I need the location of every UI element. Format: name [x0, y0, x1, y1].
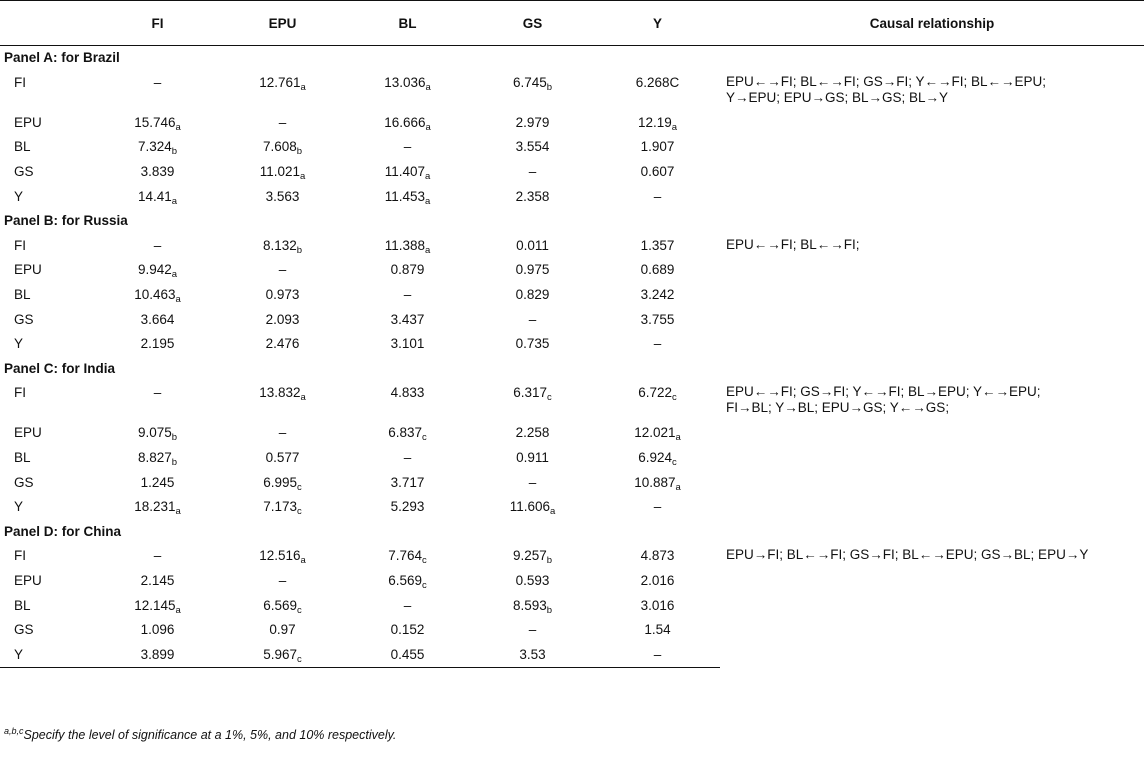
cell-value: 12.021: [634, 425, 676, 441]
cell-value: 14.41: [137, 188, 172, 204]
row-label: FI: [14, 548, 26, 564]
cell-value: 16.666: [384, 114, 426, 130]
cell-value: 2.979: [515, 114, 550, 130]
panel-header-row: [0, 357, 1144, 382]
significance-mark: c: [297, 481, 302, 493]
cell-value: 9.257: [512, 548, 547, 564]
cell-value: –: [528, 311, 537, 327]
value-cell: [220, 593, 345, 618]
cell-value: 0.911: [516, 450, 549, 466]
table-header: [0, 1, 1144, 46]
cell-value: 2.145: [140, 572, 175, 588]
value-cell: [595, 283, 720, 308]
header-cell-4: GS: [470, 1, 595, 46]
value-cell: [595, 618, 720, 643]
cell-value: 3.437: [390, 311, 425, 327]
cell-value: –: [528, 622, 537, 638]
causal-line: Y→EPU; EPU→GS; BL→GS; BL→Y: [726, 89, 949, 105]
significance-mark: a: [425, 121, 431, 133]
cell-value: 0.975: [515, 262, 550, 278]
significance-mark: a: [671, 121, 678, 133]
cell-value: –: [528, 164, 537, 180]
cell-value: 11.388: [384, 237, 425, 253]
table-body: [0, 46, 1144, 668]
value-cell: [220, 283, 345, 308]
cell-value: 8.827: [137, 450, 172, 466]
cell-value: 4.833: [390, 385, 425, 401]
significance-mark: b: [296, 244, 303, 256]
cell-value: 0.607: [640, 164, 675, 180]
value-cell: [220, 495, 345, 520]
cell-value: 0.829: [515, 287, 550, 303]
row-label: BL: [14, 597, 31, 613]
significance-mark: a: [300, 555, 306, 567]
causal-line: EPU←→FI; GS→FI; Y←→FI; BL→EPU; Y←→EPU;: [726, 384, 1041, 400]
value-cell: [345, 71, 470, 111]
cell-value: 13.832: [259, 385, 301, 401]
value-cell: [345, 135, 470, 160]
cell-value: 8.132: [262, 237, 297, 253]
cell-value: 3.899: [140, 646, 175, 662]
panel-title: Panel C: for India: [4, 360, 116, 376]
cell-value: 6.569: [388, 572, 423, 588]
row-label: EPU: [14, 572, 42, 588]
value-cell: [595, 258, 720, 283]
cell-value: 1.096: [140, 622, 175, 638]
value-cell: [95, 381, 220, 421]
value-cell: [220, 569, 345, 594]
row-label: BL: [14, 287, 31, 303]
row-label: EPU: [14, 114, 42, 130]
value-cell: [470, 332, 595, 357]
value-cell: [595, 111, 720, 136]
value-cell: [470, 71, 595, 111]
header-cell-1: FI: [95, 1, 220, 46]
value-cell: [95, 593, 220, 618]
value-cell: [595, 569, 720, 594]
header-cell-0: [0, 1, 95, 46]
significance-mark: a: [171, 195, 178, 207]
value-cell: [595, 446, 720, 471]
row-label: EPU: [14, 425, 42, 441]
significance-mark: a: [175, 294, 181, 306]
footnote-marks: a,b,c: [4, 726, 24, 736]
value-cell: [470, 381, 595, 421]
causal-relationship: [720, 234, 1144, 357]
significance-mark: a: [300, 392, 306, 404]
cell-value: 0.455: [390, 646, 425, 662]
value-cell: [595, 495, 720, 520]
value-cell: [470, 160, 595, 185]
causal-line: EPU→FI; BL←→FI; GS→FI; BL←→EPU; GS→BL; EPU→Y: [726, 547, 1089, 563]
header-cell-6: Causal relationship: [720, 1, 1144, 46]
cell-value: 10.887: [634, 474, 676, 490]
value-cell: [220, 332, 345, 357]
significance-mark: b: [546, 604, 553, 616]
table-row: [0, 381, 1144, 421]
value-cell: [345, 495, 470, 520]
value-cell: [595, 381, 720, 421]
value-cell: [95, 544, 220, 569]
row-label: Y: [14, 336, 24, 352]
cell-value: 3.755: [640, 311, 675, 327]
cell-value: –: [403, 287, 412, 303]
cell-value: –: [278, 262, 287, 278]
cell-value: 12.145: [134, 597, 176, 613]
cell-value: 6.317: [513, 385, 548, 401]
value-cell: [220, 544, 345, 569]
table-row: [0, 544, 1144, 569]
value-cell: [595, 135, 720, 160]
cell-value: 6.745: [512, 74, 547, 90]
significance-mark: a: [425, 81, 431, 93]
cell-value: 10.463: [134, 287, 176, 303]
value-cell: [95, 642, 220, 667]
row-label: GS: [14, 311, 34, 327]
value-cell: [95, 71, 220, 111]
cell-value: 6.569: [263, 597, 298, 613]
value-cell: [95, 135, 220, 160]
header-cell-3: BL: [345, 1, 470, 46]
value-cell: [220, 234, 345, 259]
cell-value: 12.19: [637, 114, 672, 130]
cell-value: 1.357: [640, 237, 675, 253]
header-cell-2: EPU: [220, 1, 345, 46]
panel-header-row: [0, 46, 1144, 71]
significance-mark: a: [300, 81, 306, 93]
cell-value: 3.016: [640, 597, 675, 613]
value-cell: [595, 332, 720, 357]
significance-mark: b: [546, 555, 553, 567]
row-label: GS: [14, 164, 34, 180]
cell-value: 7.324: [137, 139, 172, 155]
value-cell: [595, 421, 720, 446]
table-row: [0, 71, 1144, 111]
footnote: [4, 726, 396, 742]
cell-value: 1.54: [644, 622, 671, 638]
significance-mark: c: [297, 506, 302, 518]
header-cell-5: Y: [595, 1, 720, 46]
cell-value: 1.907: [640, 139, 675, 155]
cell-value: 0.011: [516, 237, 549, 253]
cell-value: –: [153, 74, 162, 90]
value-cell: [595, 234, 720, 259]
significance-mark: c: [422, 579, 427, 591]
value-cell: [95, 470, 220, 495]
cell-value: 18.231: [134, 499, 176, 515]
value-cell: [95, 234, 220, 259]
cell-value: 2.476: [265, 336, 300, 352]
cell-value: 0.577: [265, 450, 300, 466]
cell-value: 6.924: [638, 450, 673, 466]
value-cell: [345, 642, 470, 667]
value-cell: [220, 258, 345, 283]
value-cell: [95, 495, 220, 520]
value-cell: [220, 135, 345, 160]
value-cell: [220, 421, 345, 446]
significance-mark: c: [672, 457, 677, 469]
cell-value: 7.608: [262, 139, 297, 155]
value-cell: [95, 184, 220, 209]
value-cell: [95, 569, 220, 594]
value-cell: [220, 470, 345, 495]
cell-value: 0.689: [640, 262, 675, 278]
cell-value: –: [278, 572, 287, 588]
cell-value: –: [528, 474, 537, 490]
value-cell: [345, 258, 470, 283]
cell-value: 3.242: [640, 287, 675, 303]
cell-value: –: [653, 336, 662, 352]
cell-value: –: [403, 139, 412, 155]
value-cell: [95, 160, 220, 185]
cell-value: 3.563: [265, 188, 300, 204]
cell-value: 8.593: [512, 597, 547, 613]
table-row: [0, 234, 1144, 259]
cell-value: 0.97: [269, 622, 296, 638]
significance-mark: b: [171, 432, 178, 444]
value-cell: [220, 160, 345, 185]
value-cell: [470, 618, 595, 643]
significance-mark: a: [425, 244, 431, 256]
cell-value: 2.358: [515, 188, 550, 204]
row-label: GS: [14, 622, 34, 638]
value-cell: [345, 470, 470, 495]
row-label: Y: [0, 642, 95, 667]
cell-value: 6.837: [388, 425, 423, 441]
cell-value: 4.873: [640, 548, 675, 564]
row-label: GS: [14, 474, 34, 490]
cell-value: –: [278, 114, 287, 130]
cell-value: 15.746: [134, 114, 176, 130]
causal-line: FI→BL; Y→BL; EPU→GS; Y←→GS;: [726, 400, 950, 416]
cell-value: –: [153, 237, 162, 253]
cell-value: 7.764: [388, 548, 423, 564]
row-label: FI: [14, 385, 26, 401]
cell-value: 11.606: [509, 499, 550, 515]
value-cell: [595, 544, 720, 569]
panel-header-row: [0, 209, 1144, 234]
value-cell: [345, 569, 470, 594]
value-cell: [95, 283, 220, 308]
significance-mark: a: [675, 481, 681, 493]
value-cell: [470, 234, 595, 259]
significance-mark: a: [175, 506, 181, 518]
significance-mark: b: [171, 457, 178, 469]
value-cell: [470, 283, 595, 308]
value-cell: [95, 421, 220, 446]
cell-value: 3.554: [515, 139, 550, 155]
value-cell: [345, 184, 470, 209]
cell-value: 2.016: [640, 572, 675, 588]
significance-mark: a: [175, 604, 181, 616]
cell-value: 3.717: [390, 474, 425, 490]
significance-mark: b: [546, 81, 553, 93]
significance-mark: b: [296, 146, 303, 158]
significance-mark: a: [425, 171, 431, 183]
cell-value: 12.761: [259, 74, 301, 90]
value-cell: [345, 421, 470, 446]
causal-line: EPU←→FI; BL←→FI; GS→FI; Y←→FI; BL←→EPU;: [726, 73, 1047, 89]
value-cell: [470, 446, 595, 471]
cell-value: 2.258: [515, 425, 550, 441]
cell-value: 11.407: [384, 164, 425, 180]
significance-mark: b: [171, 146, 178, 158]
cell-value: 3.53: [519, 646, 546, 662]
panel-header-row: [0, 520, 1144, 545]
row-label: FI: [14, 74, 26, 90]
significance-mark: a: [171, 269, 178, 281]
significance-mark: c: [297, 653, 302, 665]
value-cell: [470, 135, 595, 160]
cell-value: 3.664: [140, 311, 175, 327]
value-cell: [470, 111, 595, 136]
significance-mark: c: [422, 432, 427, 444]
cell-value: –: [653, 499, 662, 515]
value-cell: [345, 283, 470, 308]
value-cell: [470, 307, 595, 332]
cell-value: 5.293: [390, 499, 425, 515]
cell-value: 0.593: [515, 572, 550, 588]
cell-value: 13.036: [384, 74, 426, 90]
value-cell: [95, 446, 220, 471]
row-label: BL: [14, 450, 31, 466]
value-cell: [95, 258, 220, 283]
significance-mark: c: [547, 392, 552, 404]
value-cell: [345, 332, 470, 357]
value-cell: [345, 160, 470, 185]
row-label: EPU: [14, 262, 42, 278]
value-cell: [95, 307, 220, 332]
value-cell: [220, 642, 345, 667]
cell-value: 2.195: [140, 336, 175, 352]
value-cell: [220, 184, 345, 209]
cell-value: 6.268C: [635, 74, 680, 90]
value-cell: [595, 642, 720, 667]
panel-title: Panel B: for Russia: [4, 213, 128, 229]
significance-mark: c: [297, 604, 302, 616]
cell-value: –: [153, 385, 162, 401]
cell-value: 9.075: [137, 425, 172, 441]
significance-mark: a: [550, 506, 556, 518]
causal-relationship: [720, 544, 1144, 667]
cell-value: –: [653, 646, 662, 662]
value-cell: [345, 381, 470, 421]
cell-value: 6.995: [263, 474, 298, 490]
value-cell: [345, 111, 470, 136]
significance-mark: a: [175, 121, 181, 133]
value-cell: [345, 446, 470, 471]
cell-value: –: [403, 597, 412, 613]
significance-mark: a: [300, 171, 306, 183]
value-cell: [220, 111, 345, 136]
value-cell: [345, 618, 470, 643]
cell-value: 11.021: [259, 164, 300, 180]
panel-title: Panel A: for Brazil: [4, 50, 120, 66]
value-cell: [220, 446, 345, 471]
value-cell: [595, 307, 720, 332]
value-cell: [220, 381, 345, 421]
value-cell: [345, 593, 470, 618]
cell-value: –: [403, 450, 412, 466]
value-cell: [595, 470, 720, 495]
panel-title: Panel D: for China: [4, 523, 122, 539]
footnote-text: Specify the level of significance at a 1%, 5%, and 10% respectively.: [23, 728, 397, 743]
causal-line: EPU←→FI; BL←→FI;: [726, 236, 860, 252]
cell-value: 11.453: [384, 188, 425, 204]
value-cell: [95, 618, 220, 643]
cell-value: 7.173: [263, 499, 298, 515]
value-cell: [345, 234, 470, 259]
cell-value: 1.245: [140, 474, 175, 490]
cell-value: 3.839: [140, 164, 175, 180]
value-cell: [470, 544, 595, 569]
value-cell: [595, 71, 720, 111]
causal-relationship: [720, 71, 1144, 209]
value-cell: [95, 332, 220, 357]
cell-value: 2.093: [265, 311, 300, 327]
value-cell: [95, 111, 220, 136]
value-cell: [220, 618, 345, 643]
significance-mark: a: [425, 195, 431, 207]
value-cell: [220, 307, 345, 332]
value-cell: [470, 593, 595, 618]
value-cell: [595, 184, 720, 209]
value-cell: [345, 544, 470, 569]
value-cell: [470, 569, 595, 594]
row-label: Y: [14, 499, 24, 515]
cell-value: 3.101: [390, 336, 425, 352]
cell-value: 0.735: [515, 336, 550, 352]
cell-value: 0.973: [265, 287, 300, 303]
cell-value: –: [153, 548, 162, 564]
header-row: [0, 1, 1144, 46]
value-cell: [470, 642, 595, 667]
cell-value: –: [278, 425, 287, 441]
value-cell: [470, 470, 595, 495]
significance-mark: c: [422, 555, 427, 567]
value-cell: [470, 495, 595, 520]
value-cell: [470, 258, 595, 283]
cell-value: 6.722: [638, 385, 673, 401]
row-label: FI: [14, 237, 26, 253]
cell-value: 12.516: [259, 548, 301, 564]
value-cell: [470, 421, 595, 446]
row-label: Y: [14, 188, 24, 204]
causal-relationship: [720, 381, 1144, 519]
significance-mark: c: [672, 392, 677, 404]
value-cell: [220, 71, 345, 111]
value-cell: [595, 160, 720, 185]
significance-mark: a: [675, 432, 681, 444]
cell-value: 0.879: [390, 262, 425, 278]
value-cell: [470, 184, 595, 209]
value-cell: [595, 593, 720, 618]
cell-value: –: [653, 188, 662, 204]
value-cell: [345, 307, 470, 332]
cell-value: 9.942: [137, 262, 172, 278]
row-label: BL: [14, 139, 31, 155]
cell-value: 5.967: [263, 646, 298, 662]
cell-value: 0.152: [390, 622, 425, 638]
